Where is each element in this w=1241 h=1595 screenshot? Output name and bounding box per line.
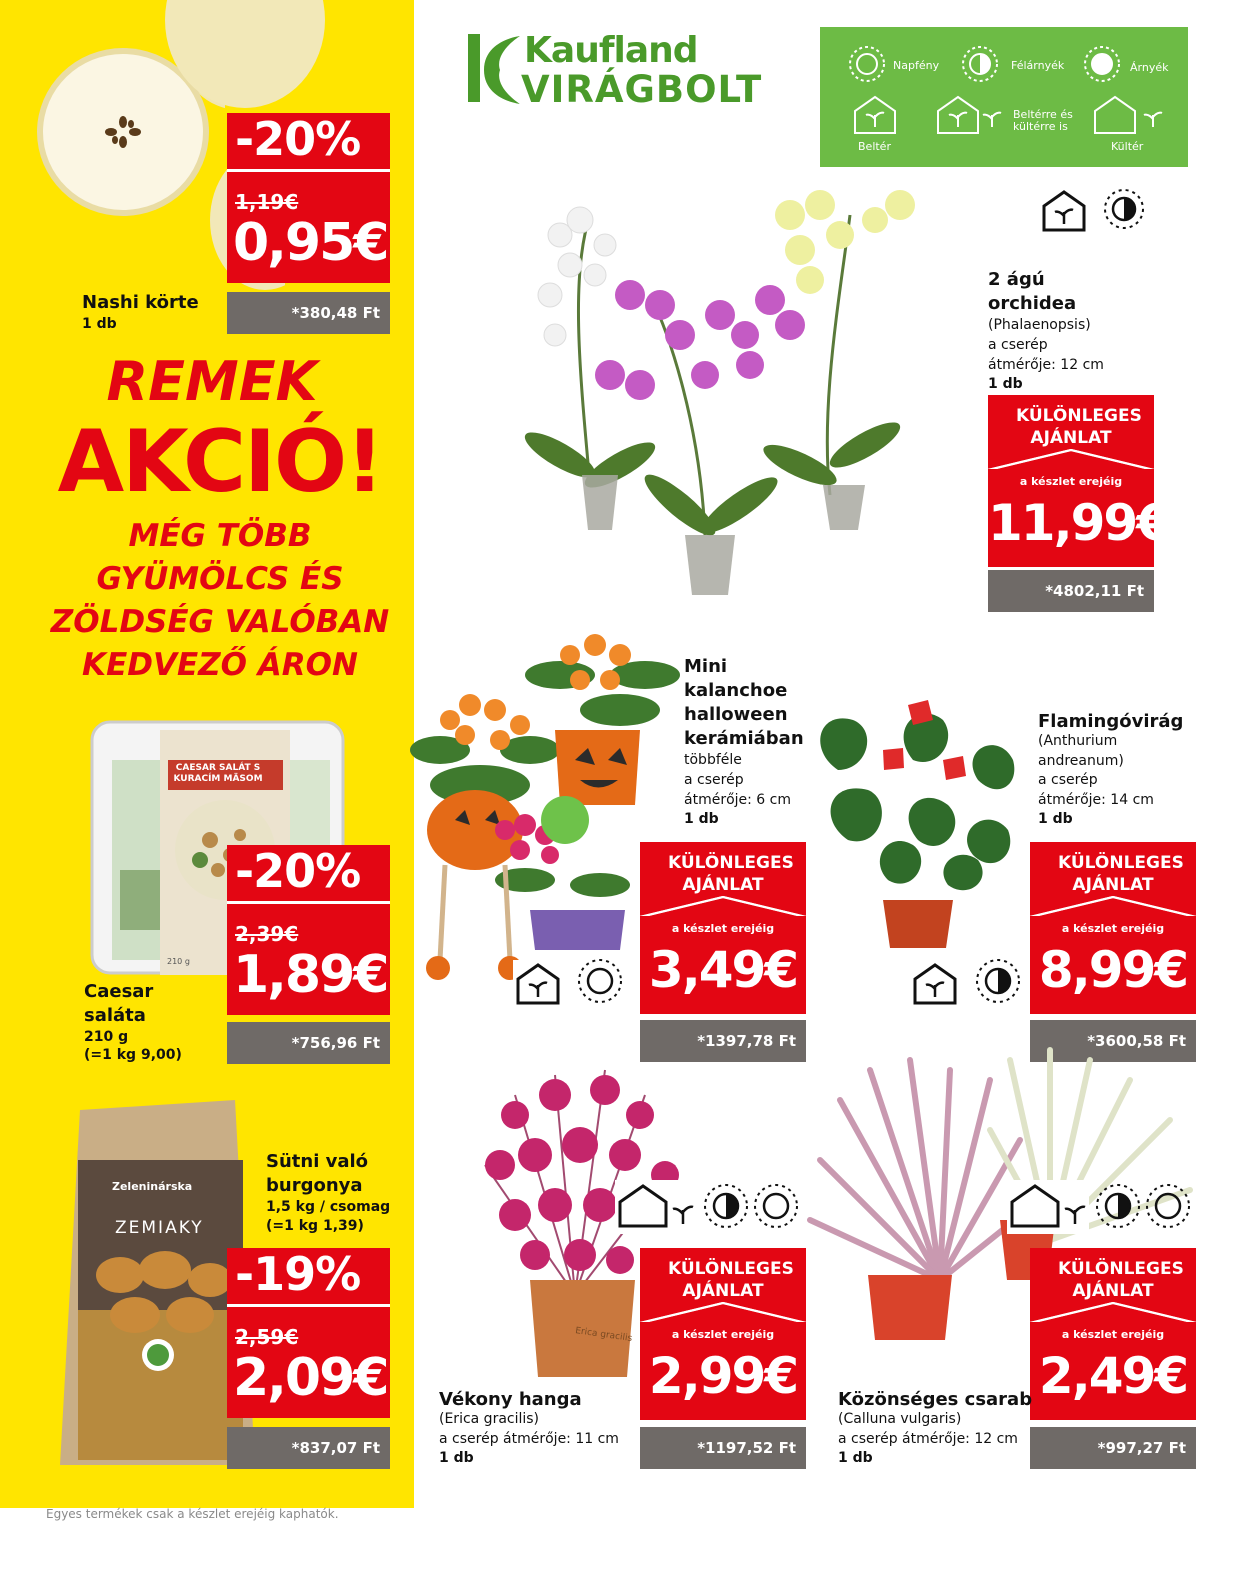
- special-offer-calluna: [1030, 1248, 1196, 1420]
- special-offer-orchid: [988, 395, 1169, 567]
- brand-name-bottom: VIRÁGBOLT: [521, 68, 763, 111]
- potato-bag-brand: Zeleninárska: [112, 1180, 193, 1193]
- product-name: Sütni való burgonya: [266, 1151, 369, 1196]
- indoor-outdoor-icon: [1007, 1180, 1089, 1234]
- unit-price-bar: *4802,11 Ft: [988, 570, 1154, 612]
- calluna-latin: (Calluna vulgaris): [838, 1411, 962, 1427]
- offer-sub: a készlet erejéig: [671, 1328, 775, 1341]
- offer-price: 11,99€: [988, 494, 1169, 552]
- legend-outdoor-label: Kültér: [1111, 140, 1144, 153]
- brand-name-top: Kaufland: [524, 30, 698, 71]
- orchid-qty: 1 db: [988, 376, 1023, 392]
- offer-chevron: [988, 449, 1154, 469]
- product-detail: (=1 kg 9,00): [84, 1047, 182, 1063]
- plant-legend: [820, 27, 1188, 167]
- discount-badge-nashi: [227, 113, 390, 283]
- product-detail: 1,5 kg / csomag: [266, 1199, 391, 1215]
- indoor-icon: [1040, 188, 1088, 236]
- erica-latin: (Erica gracilis): [439, 1411, 540, 1427]
- anthurium-pot: a cserép átmérője: 14 cm: [1038, 772, 1154, 808]
- indoor-outdoor-icon: [615, 1180, 697, 1234]
- calluna-name: Közönséges csarab: [838, 1389, 1033, 1410]
- unit-price-bar: *756,96 Ft: [227, 1022, 390, 1064]
- offer-label: KÜLÖNLEGES AJÁNLAT: [1016, 406, 1142, 448]
- unit-price-bar: *997,27 Ft: [1030, 1427, 1196, 1469]
- offer-sub: a készlet erejéig: [1019, 475, 1123, 488]
- offer-sub: a készlet erejéig: [1061, 922, 1165, 935]
- promo-line-2: AKCIÓ!: [57, 412, 383, 512]
- half-shade-icon: [700, 1180, 752, 1236]
- pear-image-2: [160, 0, 330, 110]
- promo-line-5: ZÖLDSÉG VALÓBAN: [50, 604, 390, 640]
- offer-chevron: [640, 1302, 806, 1322]
- kaufland-k-icon: [464, 30, 524, 110]
- discount-percent: -20%: [235, 844, 361, 898]
- offer-label: KÜLÖNLEGES AJÁNLAT: [1058, 1259, 1184, 1301]
- orchid-name: 2 ágú orchidea: [988, 269, 1077, 314]
- half-shade-icon: [1100, 185, 1148, 237]
- erica-name: Vékony hanga: [439, 1389, 582, 1410]
- discount-percent: -20%: [235, 112, 361, 166]
- product-name: Caesar saláta: [84, 981, 154, 1026]
- product-detail: 1 db: [82, 316, 117, 332]
- offer-sub: a készlet erejéig: [671, 922, 775, 935]
- unit-price-bar: *380,48 Ft: [227, 292, 390, 334]
- offer-chevron: [640, 896, 806, 916]
- offer-chevron: [1030, 1302, 1196, 1322]
- half-shade-icon: [1092, 1180, 1144, 1236]
- discount-badge-caesar: [227, 845, 390, 1015]
- product-detail: (=1 kg 1,39): [266, 1218, 364, 1234]
- salad-package-title: CAESAR SALÁT S KURACÍM MÄSOM: [173, 763, 263, 784]
- offer-price: 2,49€: [1038, 1347, 1188, 1405]
- sun-icon: [574, 955, 626, 1011]
- legend-both-label: Beltérre és kültérre is: [1013, 108, 1073, 133]
- orchid-pot: a cserép átmérője: 12 cm: [988, 337, 1104, 373]
- promo-line-3: MÉG TÖBB: [128, 518, 312, 554]
- offer-label: KÜLÖNLEGES AJÁNLAT: [668, 853, 794, 895]
- offer-label: KÜLÖNLEGES AJÁNLAT: [1058, 853, 1184, 895]
- offer-chevron: [1030, 896, 1196, 916]
- calluna-qty: 1 db: [838, 1450, 873, 1466]
- kalanchoe-name: Mini kalanchoe halloween kerámiában: [684, 656, 804, 749]
- legend-half-shade-label: Félárnyék: [1011, 59, 1065, 72]
- offer-sub: a készlet erejéig: [1061, 1328, 1165, 1341]
- old-price: 2,39€: [235, 922, 299, 946]
- anthurium-image: [808, 690, 1023, 950]
- offer-price: 3,49€: [648, 941, 798, 999]
- unit-price-bar: *1197,52 Ft: [640, 1427, 806, 1469]
- unit-price-bar: *1397,78 Ft: [640, 1020, 806, 1062]
- legend-sun-label: Napfény: [893, 59, 940, 72]
- legend-indoor-label: Beltér: [858, 140, 891, 153]
- kalanchoe-extra: többféle: [684, 752, 742, 768]
- erica-pot: a cserép átmérője: 11 cm: [439, 1431, 619, 1447]
- indoor-icon: [910, 960, 960, 1010]
- anthurium-qty: 1 db: [1038, 811, 1073, 827]
- new-price: 1,89€: [233, 945, 388, 1005]
- kalanchoe-qty: 1 db: [684, 811, 719, 827]
- erica-qty: 1 db: [439, 1450, 474, 1466]
- offer-price: 2,99€: [648, 1347, 798, 1405]
- salad-package-weight: 210 g: [167, 957, 190, 966]
- discount-badge-potato: [227, 1248, 390, 1418]
- promo-line-6: KEDVEZŐ ÁRON: [82, 647, 358, 683]
- new-price: 2,09€: [233, 1348, 388, 1408]
- potato-bag-title: ZEMIAKY: [115, 1218, 204, 1238]
- product-detail: 210 g: [84, 1029, 129, 1045]
- footer-disclaimer: Egyes termékek csak a készlet erejéig kaphatók.: [46, 1507, 339, 1521]
- anthurium-name: Flamingóvirág: [1038, 711, 1184, 732]
- erica-pot-label: Erica gracilis: [574, 1326, 633, 1344]
- sun-icon: [1142, 1180, 1194, 1236]
- legend-shade-label: Árnyék: [1130, 61, 1169, 74]
- anthurium-latin: (Anthurium andreanum): [1038, 733, 1124, 769]
- product-name: Nashi körte: [82, 292, 199, 313]
- half-shade-icon: [972, 955, 1024, 1011]
- orchid-latin: (Phalaenopsis): [988, 317, 1091, 333]
- special-offer-anthurium: [1030, 842, 1196, 1014]
- discount-percent: -19%: [235, 1247, 361, 1301]
- kalanchoe-pot: a cserép átmérője: 6 cm: [684, 772, 792, 808]
- old-price: 1,19€: [235, 190, 299, 214]
- unit-price-bar: *3600,58 Ft: [1030, 1020, 1196, 1062]
- orchid-image: [520, 175, 940, 615]
- unit-price-bar: *837,07 Ft: [227, 1427, 390, 1469]
- promo-line-1: REMEK: [106, 350, 318, 413]
- special-offer-erica: [640, 1248, 806, 1420]
- calluna-pot: a cserép átmérője: 12 cm: [838, 1431, 1018, 1447]
- old-price: 2,59€: [235, 1325, 299, 1349]
- indoor-icon: [513, 960, 563, 1010]
- special-offer-kalanchoe: [640, 842, 806, 1014]
- offer-label: KÜLÖNLEGES AJÁNLAT: [668, 1259, 794, 1301]
- offer-price: 8,99€: [1038, 941, 1188, 999]
- new-price: 0,95€: [233, 213, 388, 273]
- promo-line-4: GYÜMÖLCS ÉS: [96, 561, 344, 597]
